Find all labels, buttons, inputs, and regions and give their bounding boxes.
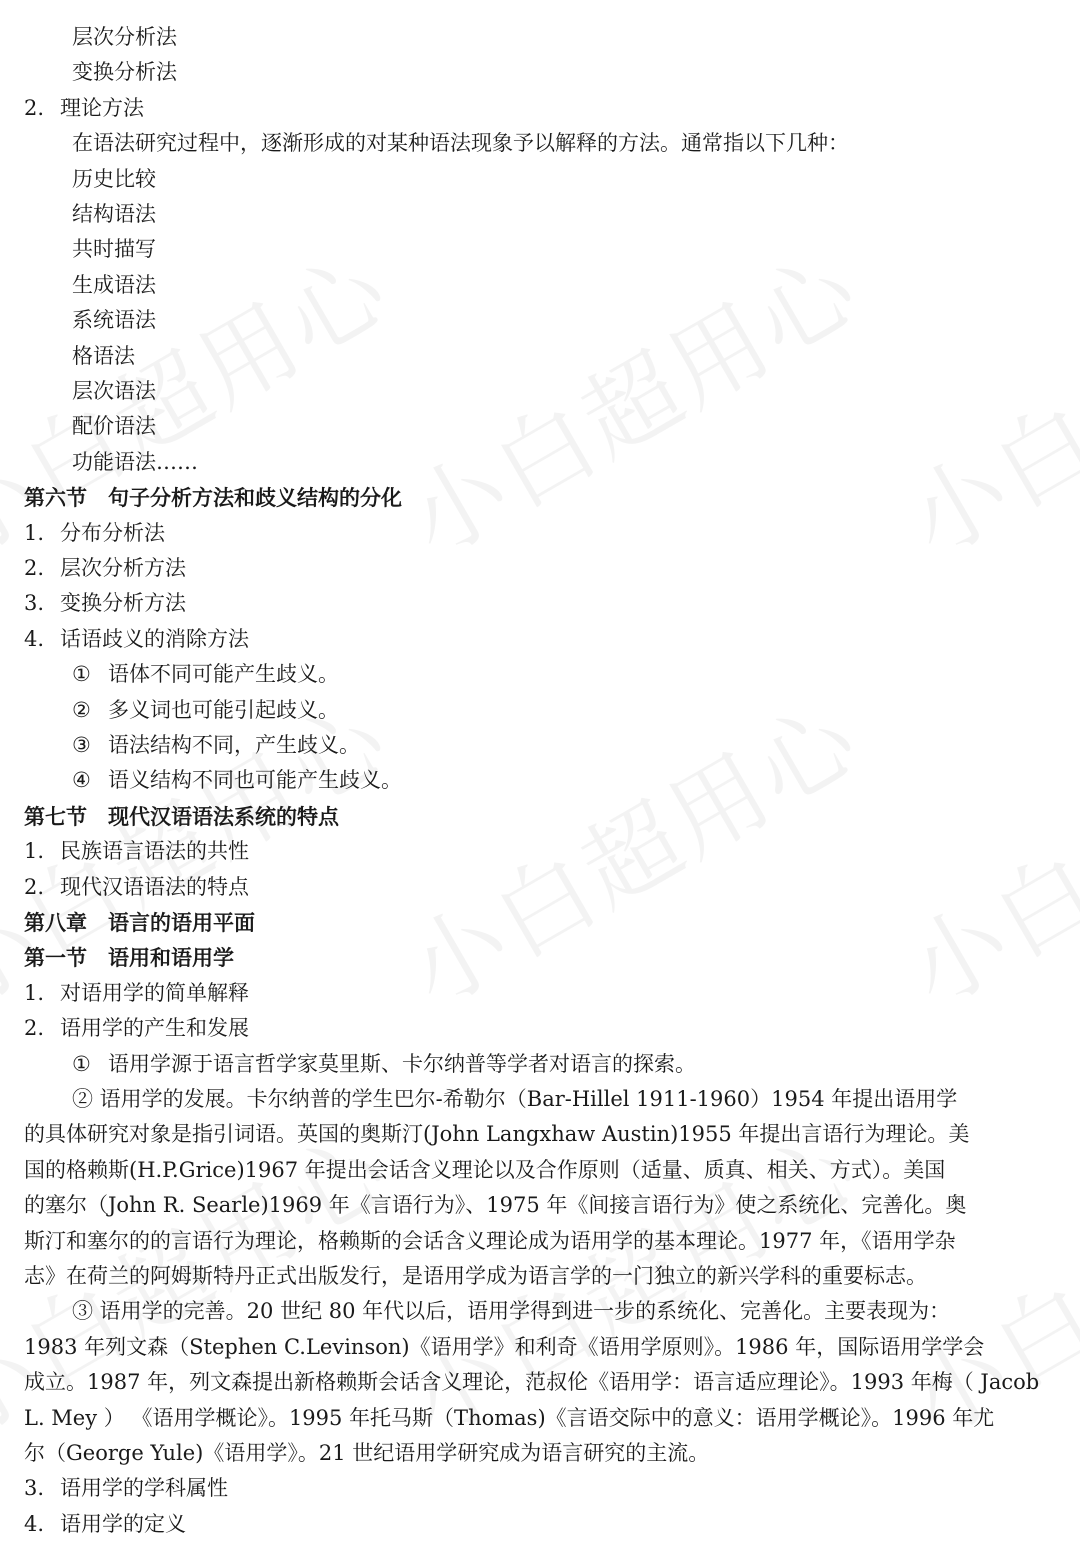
numbered-item <box>24 91 1064 126</box>
item-text: 现代汉语语法的特点 <box>60 874 249 899</box>
list-item: 层次语法 <box>72 379 156 403</box>
circled-item <box>72 657 1064 692</box>
item-number: 4. <box>24 626 45 651</box>
item-text: 层次分析方法 <box>60 556 186 580</box>
item-text: 语用学的定义 <box>60 1511 186 1536</box>
list-item: 生成语法 <box>72 272 156 297</box>
list-item: 在语法研究过程中，逐渐形成的对某种语法现象予以解释的方法。通常指以下几种： <box>72 131 849 156</box>
numbered-item <box>24 622 1064 657</box>
numbered-item <box>24 834 1064 869</box>
paragraph-line: 斯汀和塞尔的的言语行为理论，格赖斯的会话含义理论成为语用学的基本理论。1977 年，《语用学杂 <box>24 1228 956 1253</box>
list-item: 配价语法 <box>72 414 156 439</box>
section-heading: 第六节 句子分析方法和歧义结构的分化 <box>24 485 402 511</box>
item-marker: ③ <box>72 733 91 757</box>
numbered-item <box>24 1507 1064 1542</box>
item-text: 理论方法 <box>60 95 144 120</box>
item-number: 1. <box>24 980 45 1005</box>
item-number: 3. <box>24 1476 45 1501</box>
list-item: 系统语法 <box>72 308 156 333</box>
section-heading: 第一节 语用和语用学 <box>24 945 234 971</box>
list-item: 历史比较 <box>72 166 156 191</box>
item-number: 1. <box>24 839 45 864</box>
item-text: 语用学源于语言哲学家莫里斯、卡尔纳普等学者对语言的探索。 <box>108 1051 696 1076</box>
paragraph-line: 志》在荷兰的阿姆斯特丹正式出版发行，是语用学成为语言学的一门独立的新兴学科的重要标志。 <box>24 1264 927 1288</box>
paragraph-line: 的具体研究对象是指引词语。英国的奥斯汀(John Langxhaw Austin)1955 年提出言语行为理论。美 <box>24 1122 970 1147</box>
paragraph-line: 尔（George Yule)《语用学》。21 世纪语用学研究成为语言研究的主流。 <box>24 1441 710 1465</box>
item-number: 2. <box>24 874 45 899</box>
item-text: 语义结构不同也可能产生歧义。 <box>108 768 402 793</box>
numbered-item <box>24 1011 1064 1046</box>
item-marker: ④ <box>72 768 91 793</box>
item-text: 分布分析法 <box>60 520 165 545</box>
list-item: 共时描写 <box>72 237 156 262</box>
item-number: 2. <box>24 95 45 120</box>
numbered-item <box>24 586 1064 621</box>
item-text: 语体不同可能产生歧义。 <box>108 662 339 687</box>
item-number: 1. <box>24 520 45 545</box>
item-text: 变换分析方法 <box>60 591 186 616</box>
circled-item <box>72 763 1064 798</box>
numbered-item <box>24 976 1064 1011</box>
item-marker: ② <box>72 697 91 722</box>
item-text: 语用学的产生和发展 <box>60 1016 249 1041</box>
circled-item <box>72 693 1064 728</box>
paragraph-line: ② 语用学的发展。卡尔纳普的学生巴尔-希勒尔（Bar-Hillel 1911-1960）1954 年提出语用学 <box>72 1087 958 1111</box>
list-item: 层次分析法 <box>72 25 177 49</box>
item-marker: ① <box>72 1051 91 1076</box>
numbered-item <box>24 551 1064 586</box>
item-number: 2. <box>24 556 45 580</box>
item-text: 民族语言语法的共性 <box>60 839 249 864</box>
paragraph-line: 的塞尔（John R. Searle)1969 年《言语行为》、1975 年《间接言语行为》使之系统化、完善化。奥 <box>24 1193 967 1218</box>
list-item: 功能语法…… <box>72 449 198 474</box>
section-heading: 第八章 语言的语用平面 <box>24 910 255 935</box>
list-item: 结构语法 <box>72 202 156 226</box>
numbered-item <box>24 516 1064 551</box>
section-heading: 第七节 现代汉语语法系统的特点 <box>24 803 339 829</box>
paragraph-line: L. Mey ） 《语用学概论》。1995 年托马斯（Thomas)《言语交际中的意义：语用学概论》。1996 年尤 <box>24 1405 995 1430</box>
item-text: 对语用学的简单解释 <box>60 980 249 1005</box>
item-number: 3. <box>24 591 45 616</box>
list-item: 变换分析法 <box>72 60 177 85</box>
paragraph-line: 1983 年列文森（Stephen C.Levinson)《语用学》和利奇《语用学原则》。1986 年，国际语用学学会 <box>24 1334 985 1359</box>
item-text: 语法结构不同，产生歧义。 <box>108 733 360 757</box>
item-number: 2. <box>24 1016 45 1041</box>
numbered-item <box>24 1471 1064 1506</box>
paragraph-line: 成立。1987 年，列文森提出新格赖斯会话含义理论，范叔伦《语用学：语言适应理论》。1993 年梅（ Jacob <box>24 1370 1040 1395</box>
item-text: 话语歧义的消除方法 <box>60 626 249 651</box>
list-item: 格语法 <box>72 343 135 368</box>
circled-item <box>72 728 1064 763</box>
item-text: 多义词也可能引起歧义。 <box>108 697 339 722</box>
paragraph-line: ③ 语用学的完善。20 世纪 80 年代以后，语用学得到进一步的系统化、完善化。主要表现为： <box>72 1299 951 1324</box>
numbered-item <box>24 870 1064 905</box>
paragraph-line: 国的格赖斯(H.P.Grice)1967 年提出会话含义理论以及合作原则（适量、质真、相关、方式）。美国 <box>24 1157 946 1182</box>
item-marker: ① <box>72 662 91 687</box>
item-number: 4. <box>24 1511 45 1536</box>
circled-item <box>72 1047 1064 1082</box>
item-text: 语用学的学科属性 <box>60 1476 228 1501</box>
